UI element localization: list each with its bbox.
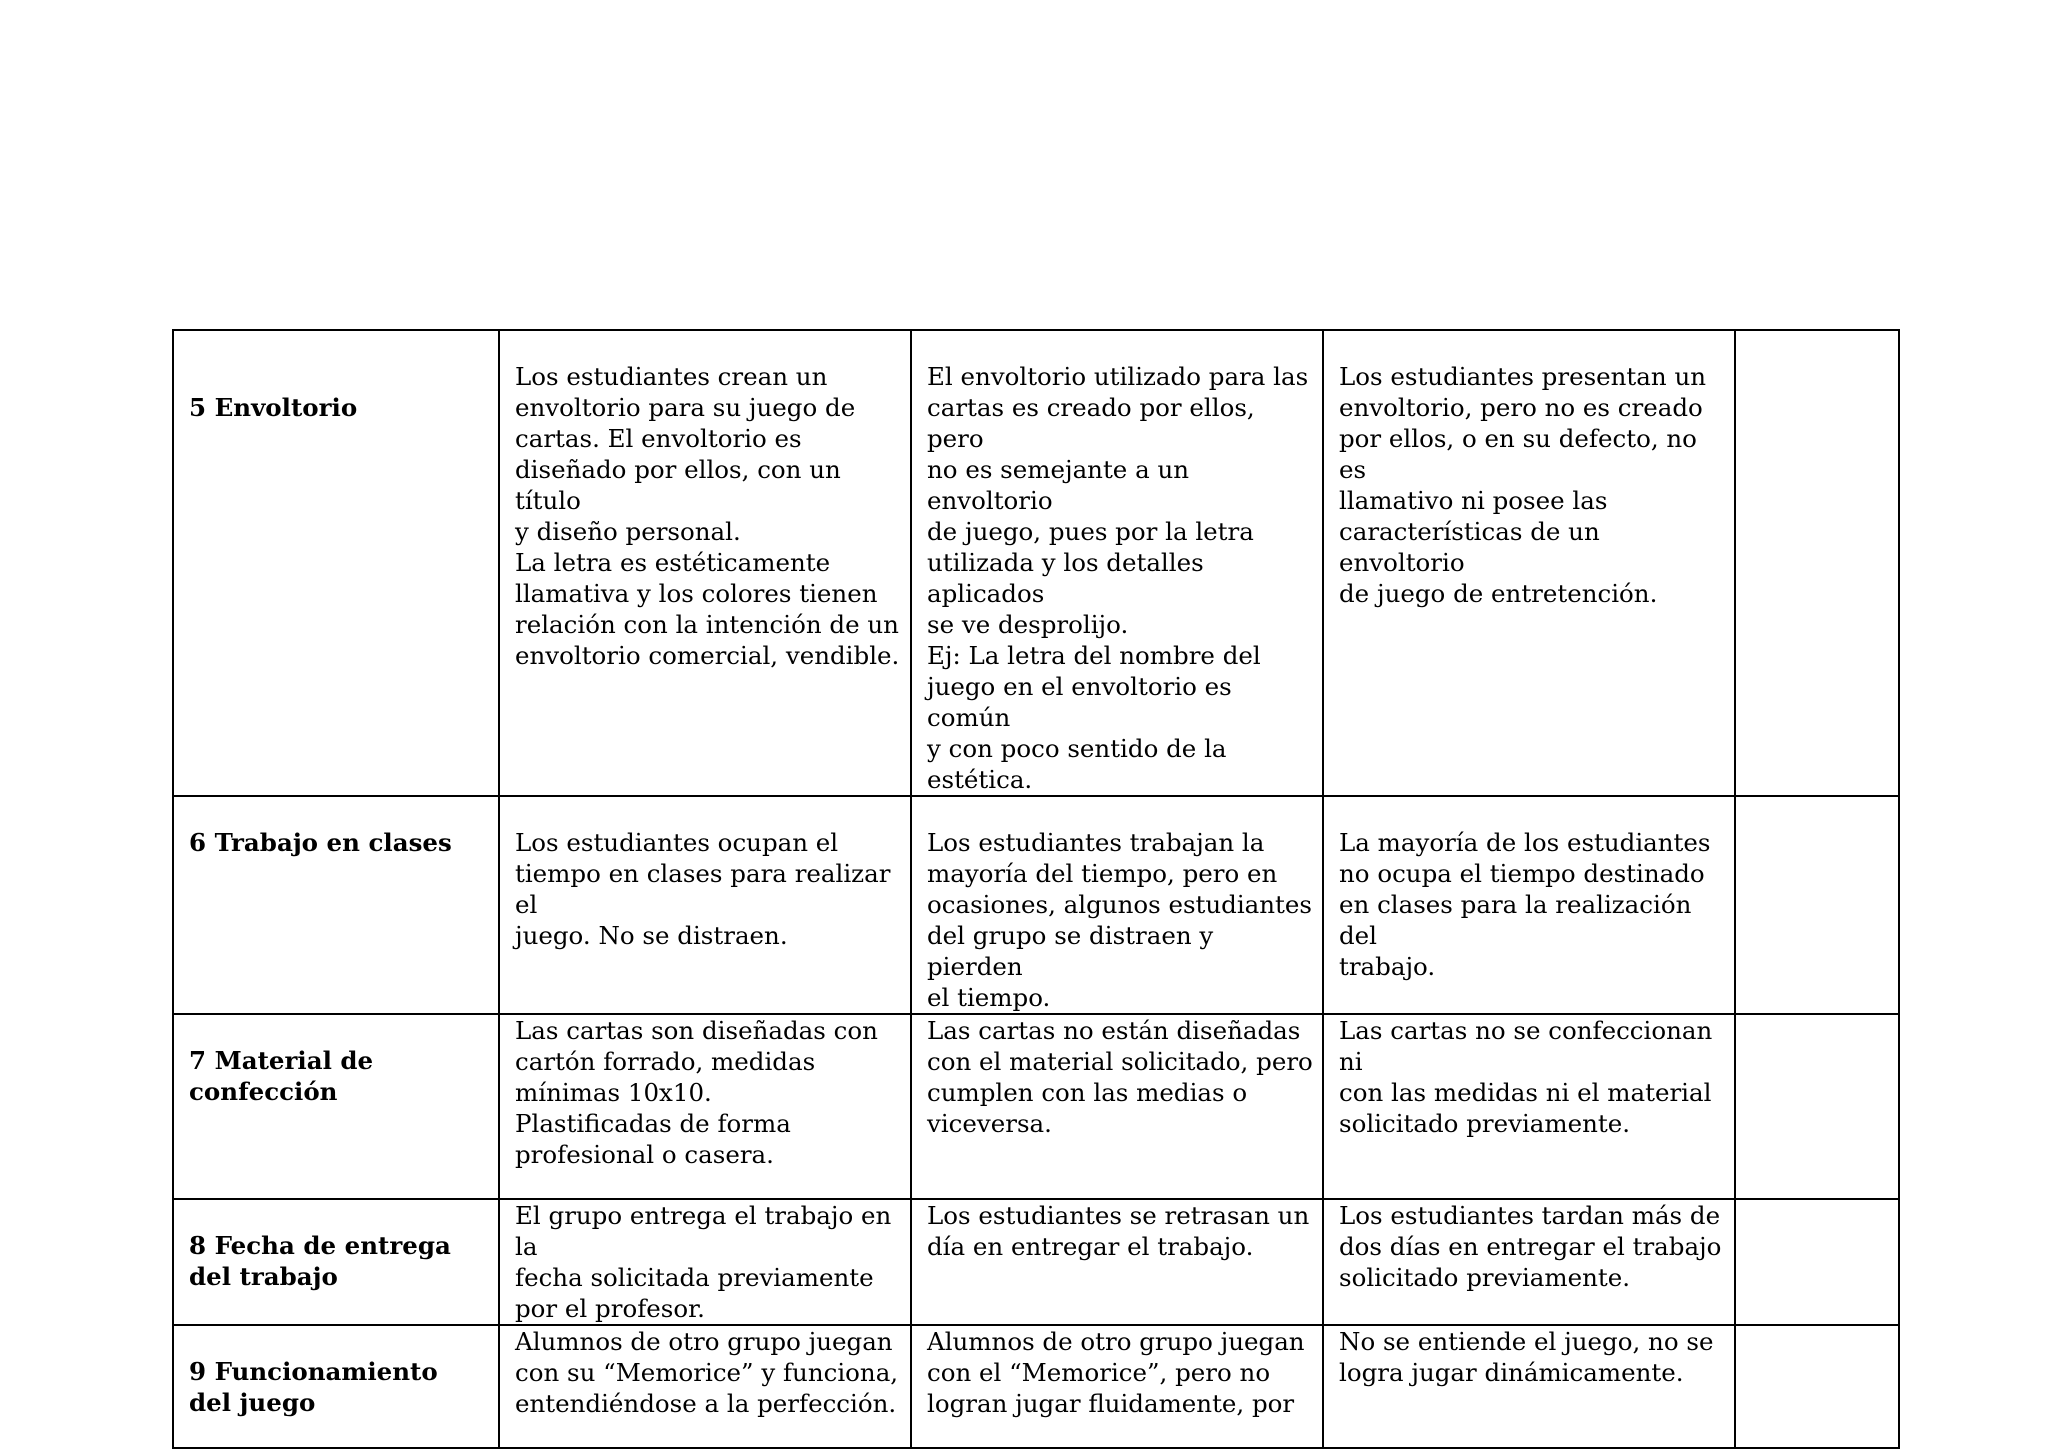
level-adequate-cell: Los estudiantes trabajan la mayoría del tiempo, pero en ocasiones, algunos estudiantes del grupo se distraen y pierden el tiempo. <box>911 796 1323 1014</box>
level-insufficient-cell: No se entiende el juego, no se logra jugar dinámicamente. <box>1323 1325 1735 1448</box>
level-insufficient-cell: Las cartas no se confeccionan ni con las medidas ni el material solicitado previamente. <box>1323 1014 1735 1199</box>
criterion-cell: 7 Material de confección <box>173 1014 499 1199</box>
criterion-cell: 8 Fecha de entrega del trabajo <box>173 1199 499 1325</box>
level-insufficient-cell: Los estudiantes presentan un envoltorio, pero no es creado por ellos, o en su defecto, no es llamativo ni posee las características de un envoltorio de juego de entretención. <box>1323 330 1735 796</box>
rubric-row-trabajo-en-clases <box>173 796 1899 1014</box>
level-excellent-cell: Los estudiantes crean un envoltorio para su juego de cartas. El envoltorio es diseñado por ellos, con un título y diseño personal. La letra es estéticamente llamativa y los colores tienen relación con la intención de un envoltorio comercial, vendible. <box>499 330 911 796</box>
rubric-row-envoltorio <box>173 330 1899 796</box>
criterion-cell: 5 Envoltorio <box>173 330 499 796</box>
score-cell <box>1735 330 1899 796</box>
level-excellent-cell: Alumnos de otro grupo juegan con su “Memorice” y funciona, entendiéndose a la perfección. <box>499 1325 911 1448</box>
score-cell <box>1735 1325 1899 1448</box>
level-adequate-cell: Las cartas no están diseñadas con el material solicitado, pero cumplen con las medias o viceversa. <box>911 1014 1323 1199</box>
level-adequate-cell: Alumnos de otro grupo juegan con el “Memorice”, pero no logran jugar fluidamente, por <box>911 1325 1323 1448</box>
score-cell <box>1735 1199 1899 1325</box>
level-excellent-cell: Las cartas son diseñadas con cartón forrado, medidas mínimas 10x10. Plastificadas de forma profesional o casera. <box>499 1014 911 1199</box>
criterion-cell: 9 Funcionamiento del juego <box>173 1325 499 1448</box>
level-adequate-cell: Los estudiantes se retrasan un día en entregar el trabajo. <box>911 1199 1323 1325</box>
rubric-row-material-de-confeccion <box>173 1014 1899 1199</box>
criterion-cell: 6 Trabajo en clases <box>173 796 499 1014</box>
level-excellent-cell: El grupo entrega el trabajo en la fecha solicitada previamente por el profesor. <box>499 1199 911 1325</box>
score-cell <box>1735 1014 1899 1199</box>
score-cell <box>1735 796 1899 1014</box>
level-insufficient-cell: Los estudiantes tardan más de dos días en entregar el trabajo solicitado previamente. <box>1323 1199 1735 1325</box>
rubric-row-funcionamiento-del-juego <box>173 1325 1899 1448</box>
level-adequate-cell: El envoltorio utilizado para las cartas es creado por ellos, pero no es semejante a un envoltorio de juego, pues por la letra utilizada y los detalles aplicados se ve desprolijo. Ej: La letra del nombre del juego en el envoltorio es común y con poco sentido de la estética. <box>911 330 1323 796</box>
rubric-table <box>172 329 1900 1449</box>
level-insufficient-cell: La mayoría de los estudiantes no ocupa el tiempo destinado en clases para la realización del trabajo. <box>1323 796 1735 1014</box>
rubric-row-fecha-de-entrega <box>173 1199 1899 1325</box>
level-excellent-cell: Los estudiantes ocupan el tiempo en clases para realizar el juego. No se distraen. <box>499 796 911 1014</box>
